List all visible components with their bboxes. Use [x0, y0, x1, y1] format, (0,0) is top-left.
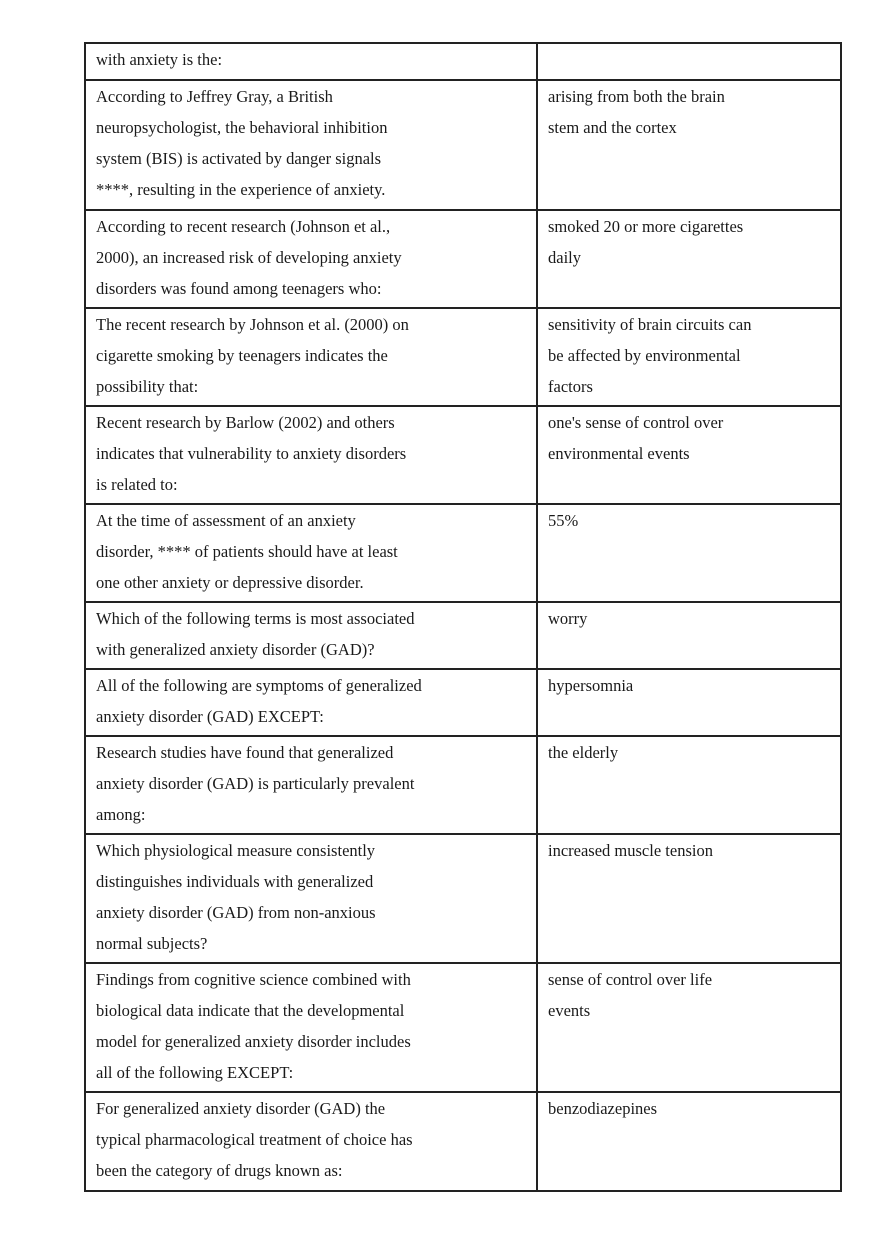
answer-cell	[537, 210, 841, 308]
table-row	[85, 210, 841, 308]
question-line: among:	[96, 805, 146, 824]
question-line: system (BIS) is activated by danger signals	[96, 149, 382, 168]
answer-line: stem and the cortex	[548, 118, 677, 137]
question-cell	[85, 834, 537, 963]
question-line: with generalized anxiety disorder (GAD)?	[96, 640, 375, 659]
answer-line: one's sense of control over	[548, 413, 724, 432]
question-line: Recent research by Barlow (2002) and others	[96, 413, 395, 432]
table-row	[85, 736, 841, 834]
answer-line: increased muscle tension	[548, 841, 713, 860]
question-line: anxiety disorder (GAD) from non-anxious	[96, 903, 376, 922]
question-line: ****, resulting in the experience of anxiety.	[96, 180, 386, 199]
question-cell	[85, 736, 537, 834]
qa-table-body	[85, 43, 841, 1191]
answer-cell	[537, 1092, 841, 1191]
question-line: cigarette smoking by teenagers indicates the	[96, 346, 388, 365]
question-cell	[85, 1092, 537, 1191]
question-line: indicates that vulnerability to anxiety disorders	[96, 444, 407, 463]
answer-cell	[537, 736, 841, 834]
question-cell	[85, 43, 537, 80]
table-row	[85, 1092, 841, 1191]
question-line: normal subjects?	[96, 934, 208, 953]
answer-cell	[537, 406, 841, 504]
question-line: According to Jeffrey Gray, a British	[96, 87, 333, 106]
answer-cell	[537, 504, 841, 602]
question-line: distinguishes individuals with generalized	[96, 872, 374, 891]
table-row	[85, 963, 841, 1092]
qa-table	[84, 42, 842, 1192]
question-line: disorders was found among teenagers who:	[96, 279, 382, 298]
question-line: anxiety disorder (GAD) EXCEPT:	[96, 707, 324, 726]
table-row	[85, 43, 841, 80]
table-row	[85, 308, 841, 406]
question-line: model for generalized anxiety disorder includes	[96, 1032, 411, 1051]
table-row	[85, 834, 841, 963]
answer-cell	[537, 963, 841, 1092]
question-cell	[85, 602, 537, 669]
question-cell	[85, 80, 537, 210]
table-row	[85, 406, 841, 504]
answer-line: worry	[548, 609, 588, 628]
answer-line: environmental events	[548, 444, 690, 463]
question-line: neuropsychologist, the behavioral inhibition	[96, 118, 388, 137]
answer-cell	[537, 80, 841, 210]
question-line: anxiety disorder (GAD) is particularly prevalent	[96, 774, 415, 793]
answer-line: events	[548, 1001, 591, 1020]
answer-cell	[537, 308, 841, 406]
answer-line: sense of control over life	[548, 970, 713, 989]
answer-line: hypersomnia	[548, 676, 634, 695]
question-cell	[85, 669, 537, 736]
question-cell	[85, 963, 537, 1092]
answer-cell	[537, 43, 841, 80]
answer-cell	[537, 602, 841, 669]
answer-line: daily	[548, 248, 581, 267]
question-line: disorder, **** of patients should have at least	[96, 542, 398, 561]
answer-line: smoked 20 or more cigarettes	[548, 217, 744, 236]
question-line: biological data indicate that the developmental	[96, 1001, 405, 1020]
question-line: Which physiological measure consistently	[96, 841, 376, 860]
question-line: is related to:	[96, 475, 178, 494]
question-line: The recent research by Johnson et al. (2000) on	[96, 315, 409, 334]
answer-line: sensitivity of brain circuits can	[548, 315, 752, 334]
question-line: Findings from cognitive science combined with	[96, 970, 411, 989]
question-line: one other anxiety or depressive disorder.	[96, 573, 364, 592]
question-line: possibility that:	[96, 377, 199, 396]
question-cell	[85, 406, 537, 504]
question-line: All of the following are symptoms of generalized	[96, 676, 422, 695]
answer-cell	[537, 834, 841, 963]
question-line: Which of the following terms is most associated	[96, 609, 415, 628]
question-line: Research studies have found that generalized	[96, 743, 394, 762]
question-line: For generalized anxiety disorder (GAD) the	[96, 1099, 386, 1118]
answer-line: factors	[548, 377, 593, 396]
table-row	[85, 80, 841, 210]
question-line: with anxiety is the:	[96, 50, 223, 69]
question-line: all of the following EXCEPT:	[96, 1063, 294, 1082]
question-line: At the time of assessment of an anxiety	[96, 511, 356, 530]
question-cell	[85, 504, 537, 602]
question-line: typical pharmacological treatment of choice has	[96, 1130, 413, 1149]
table-row	[85, 602, 841, 669]
question-cell	[85, 308, 537, 406]
table-row	[85, 669, 841, 736]
answer-line: arising from both the brain	[548, 87, 725, 106]
answer-line: the elderly	[548, 743, 619, 762]
question-cell	[85, 210, 537, 308]
question-line: 2000), an increased risk of developing anxiety	[96, 248, 402, 267]
answer-line: be affected by environmental	[548, 346, 741, 365]
table-row	[85, 504, 841, 602]
answer-cell	[537, 669, 841, 736]
answer-line: benzodiazepines	[548, 1099, 658, 1118]
answer-line: 55%	[548, 511, 579, 530]
question-line: been the category of drugs known as:	[96, 1161, 343, 1180]
question-line: According to recent research (Johnson et al.,	[96, 217, 391, 236]
